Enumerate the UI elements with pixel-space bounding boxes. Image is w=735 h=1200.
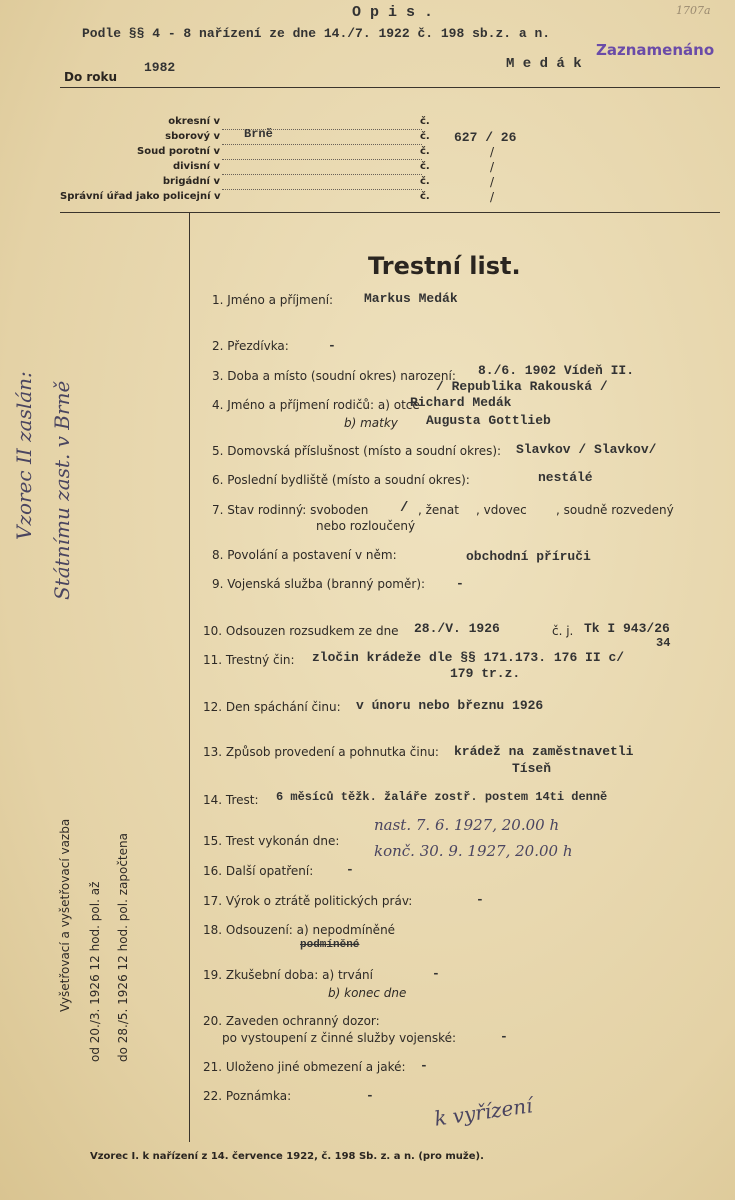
court-row-brigadni: brigádní v	[162, 176, 220, 187]
f15-hand2: konč. 30. 9. 1927, 20.00 h	[374, 842, 573, 860]
f7-rozlouceny: nebo rozloučený	[316, 519, 416, 533]
f7-value: /	[400, 500, 409, 516]
f3-value: 8./6. 1902 Vídeň II.	[478, 363, 635, 378]
f7-vdovec: , vdovec	[476, 503, 527, 517]
hand-note-vzorec: Vzorec II zaslán:	[12, 371, 36, 540]
f19b-label: b) konec dne	[328, 986, 407, 1000]
f10-label: 10. Odsouzen rozsudkem ze dne	[203, 624, 399, 638]
f21-value: -	[420, 1058, 428, 1073]
f12-value: v únoru nebo březnu 1926	[356, 698, 544, 713]
do-roku-label: Do roku	[64, 70, 118, 84]
do-roku-value: 1982	[144, 60, 176, 75]
surname: M e d á k	[506, 56, 582, 72]
f6-value: nestálé	[538, 470, 593, 485]
f14-value: 6 měsíců těžk. žaláře zostř. postem 14ti denně	[276, 790, 608, 804]
f15-label: 15. Trest vykonán dne:	[203, 834, 340, 848]
f21-label: 21. Uloženo jiné obmezení a jaké:	[203, 1060, 406, 1074]
court-c-3: č.	[420, 161, 430, 172]
f20-value: -	[500, 1029, 508, 1044]
court-rule	[60, 212, 720, 213]
f10-value: 28./V. 1926	[414, 621, 500, 636]
court-dotline-0	[222, 129, 422, 130]
f13-label: 13. Způsob provedení a pohnutka činu:	[203, 745, 439, 759]
f16-value: -	[346, 862, 354, 877]
f13-value2: Tíseň	[512, 761, 552, 776]
court-c-1: č.	[420, 131, 430, 142]
court-row-okresni: okresní v	[168, 116, 220, 127]
court-c-0: č.	[420, 116, 430, 127]
f15-hand1: nast. 7. 6. 1927, 20.00 h	[374, 816, 560, 834]
f17-label: 17. Výrok o ztrátě politických práv:	[203, 894, 413, 908]
f4-label: 4. Jméno a příjmení rodičů: a) otce	[212, 398, 420, 412]
court-row-porotni: Soud porotní v	[137, 146, 220, 157]
f18-label: 18. Odsouzení: a) nepodmíněné	[203, 923, 396, 937]
f4b-value: Augusta Gottlieb	[426, 413, 551, 428]
signature: k vyřízení	[432, 1093, 534, 1131]
header-opis: O p i s .	[352, 4, 434, 21]
f2-value: -	[328, 338, 336, 353]
f5-label: 5. Domovská příslušnost (místo a soudní okres):	[212, 444, 502, 458]
court-slash-2: /	[490, 145, 495, 159]
f1-value: Markus Medák	[364, 291, 458, 306]
f8-value: obchodní příruči	[466, 549, 591, 564]
court-c-5: č.	[420, 191, 430, 202]
f19-label: 19. Zkušební doba: a) trvání	[203, 968, 373, 982]
court-slash-4: /	[490, 175, 495, 189]
f10-cj-label: č. j.	[552, 624, 574, 638]
f2-label: 2. Přezdívka:	[212, 339, 289, 353]
court-slash-3: /	[490, 160, 495, 174]
corner-note: 1707a	[676, 4, 711, 17]
f9-value: -	[456, 576, 464, 591]
f19-value: -	[432, 966, 440, 981]
f6-label: 6. Poslední bydliště (místo a soudní okres):	[212, 473, 470, 487]
f17-value: -	[476, 892, 484, 907]
f7-label: 7. Stav rodinný: svoboden	[212, 503, 369, 517]
f4-value: Richard Medák	[410, 395, 512, 410]
f16-label: 16. Další opatření:	[203, 864, 314, 878]
f8-label: 8. Povolání a postavení v něm:	[212, 548, 397, 562]
f5-value: Slavkov / Slavkov/	[516, 442, 657, 457]
court-row-divisni: divisní v	[172, 161, 220, 172]
f10-cj-sup: 34	[656, 636, 671, 650]
vertical-divider	[189, 212, 190, 1142]
f12-label: 12. Den spáchání činu:	[203, 700, 341, 714]
vazba-title: Vyšetřovací a vyšetřovací vazba	[58, 818, 72, 1012]
hand-note-statnimu: Státnímu zast. v Brně	[50, 380, 74, 600]
f20-label: 20. Zaveden ochranný dozor:	[203, 1014, 380, 1028]
zaznamenano-stamp: Zaznamenáno	[596, 41, 715, 59]
court-c-4: č.	[420, 176, 430, 187]
f11-label: 11. Trestný čin:	[203, 653, 295, 667]
f3-label: 3. Doba a místo (soudní okres) narození:	[212, 369, 456, 383]
f13-value: krádež na zaměstnavetli	[454, 744, 634, 759]
f7-rozvedeny: , soudně rozvedený	[556, 503, 674, 517]
f18-value: podmíněné	[300, 939, 360, 951]
court-dotline-3	[222, 174, 422, 175]
f10-cj-value: Tk I 943/26	[584, 621, 670, 636]
court-slash-5: /	[490, 190, 495, 204]
court-number: 627 / 26	[454, 130, 517, 145]
f9-label: 9. Vojenská služba (branný poměr):	[212, 577, 426, 591]
court-sborovy-value: Brně	[244, 127, 273, 141]
court-dotline-1	[222, 144, 422, 145]
footer-vzorec: Vzorec I. k nařízení z 14. července 1922, č. 198 Sb. z. a n. (pro muže).	[90, 1151, 484, 1162]
f22-value: -	[366, 1088, 374, 1103]
court-dotline-2	[222, 159, 422, 160]
header-podle: Podle §§ 4 - 8 nařízení ze dne 14./7. 1922 č. 198 sb.z. a n.	[82, 26, 551, 41]
vazba-od: od 20./3. 1926 12 hod. pol. až	[88, 881, 102, 1062]
f1-label: 1. Jméno a příjmení:	[212, 293, 334, 307]
header-rule	[60, 87, 720, 88]
f7-zenat: , ženat	[418, 503, 459, 517]
f22-label: 22. Poznámka:	[203, 1089, 292, 1103]
vazba-do: do 28./5. 1926 12 hod. pol. započtena	[116, 833, 130, 1062]
f20-label2: po vystoupení z činné služby vojenské:	[222, 1031, 457, 1045]
court-row-spravni: Správní úřad jako policejní v	[60, 191, 221, 202]
court-dotline-4	[222, 189, 422, 190]
f4b-label: b) matky	[344, 416, 398, 430]
f14-label: 14. Trest:	[203, 793, 259, 807]
court-row-sborovy: sborový v	[165, 131, 220, 142]
f11-value2: 179 tr.z.	[450, 666, 521, 681]
f11-value: zločin krádeže dle §§ 171.173. 176 II c/	[312, 650, 625, 665]
document-title: Trestní list.	[368, 252, 521, 280]
f3-value2: / Republika Rakouská /	[436, 379, 608, 394]
court-c-2: č.	[420, 146, 430, 157]
